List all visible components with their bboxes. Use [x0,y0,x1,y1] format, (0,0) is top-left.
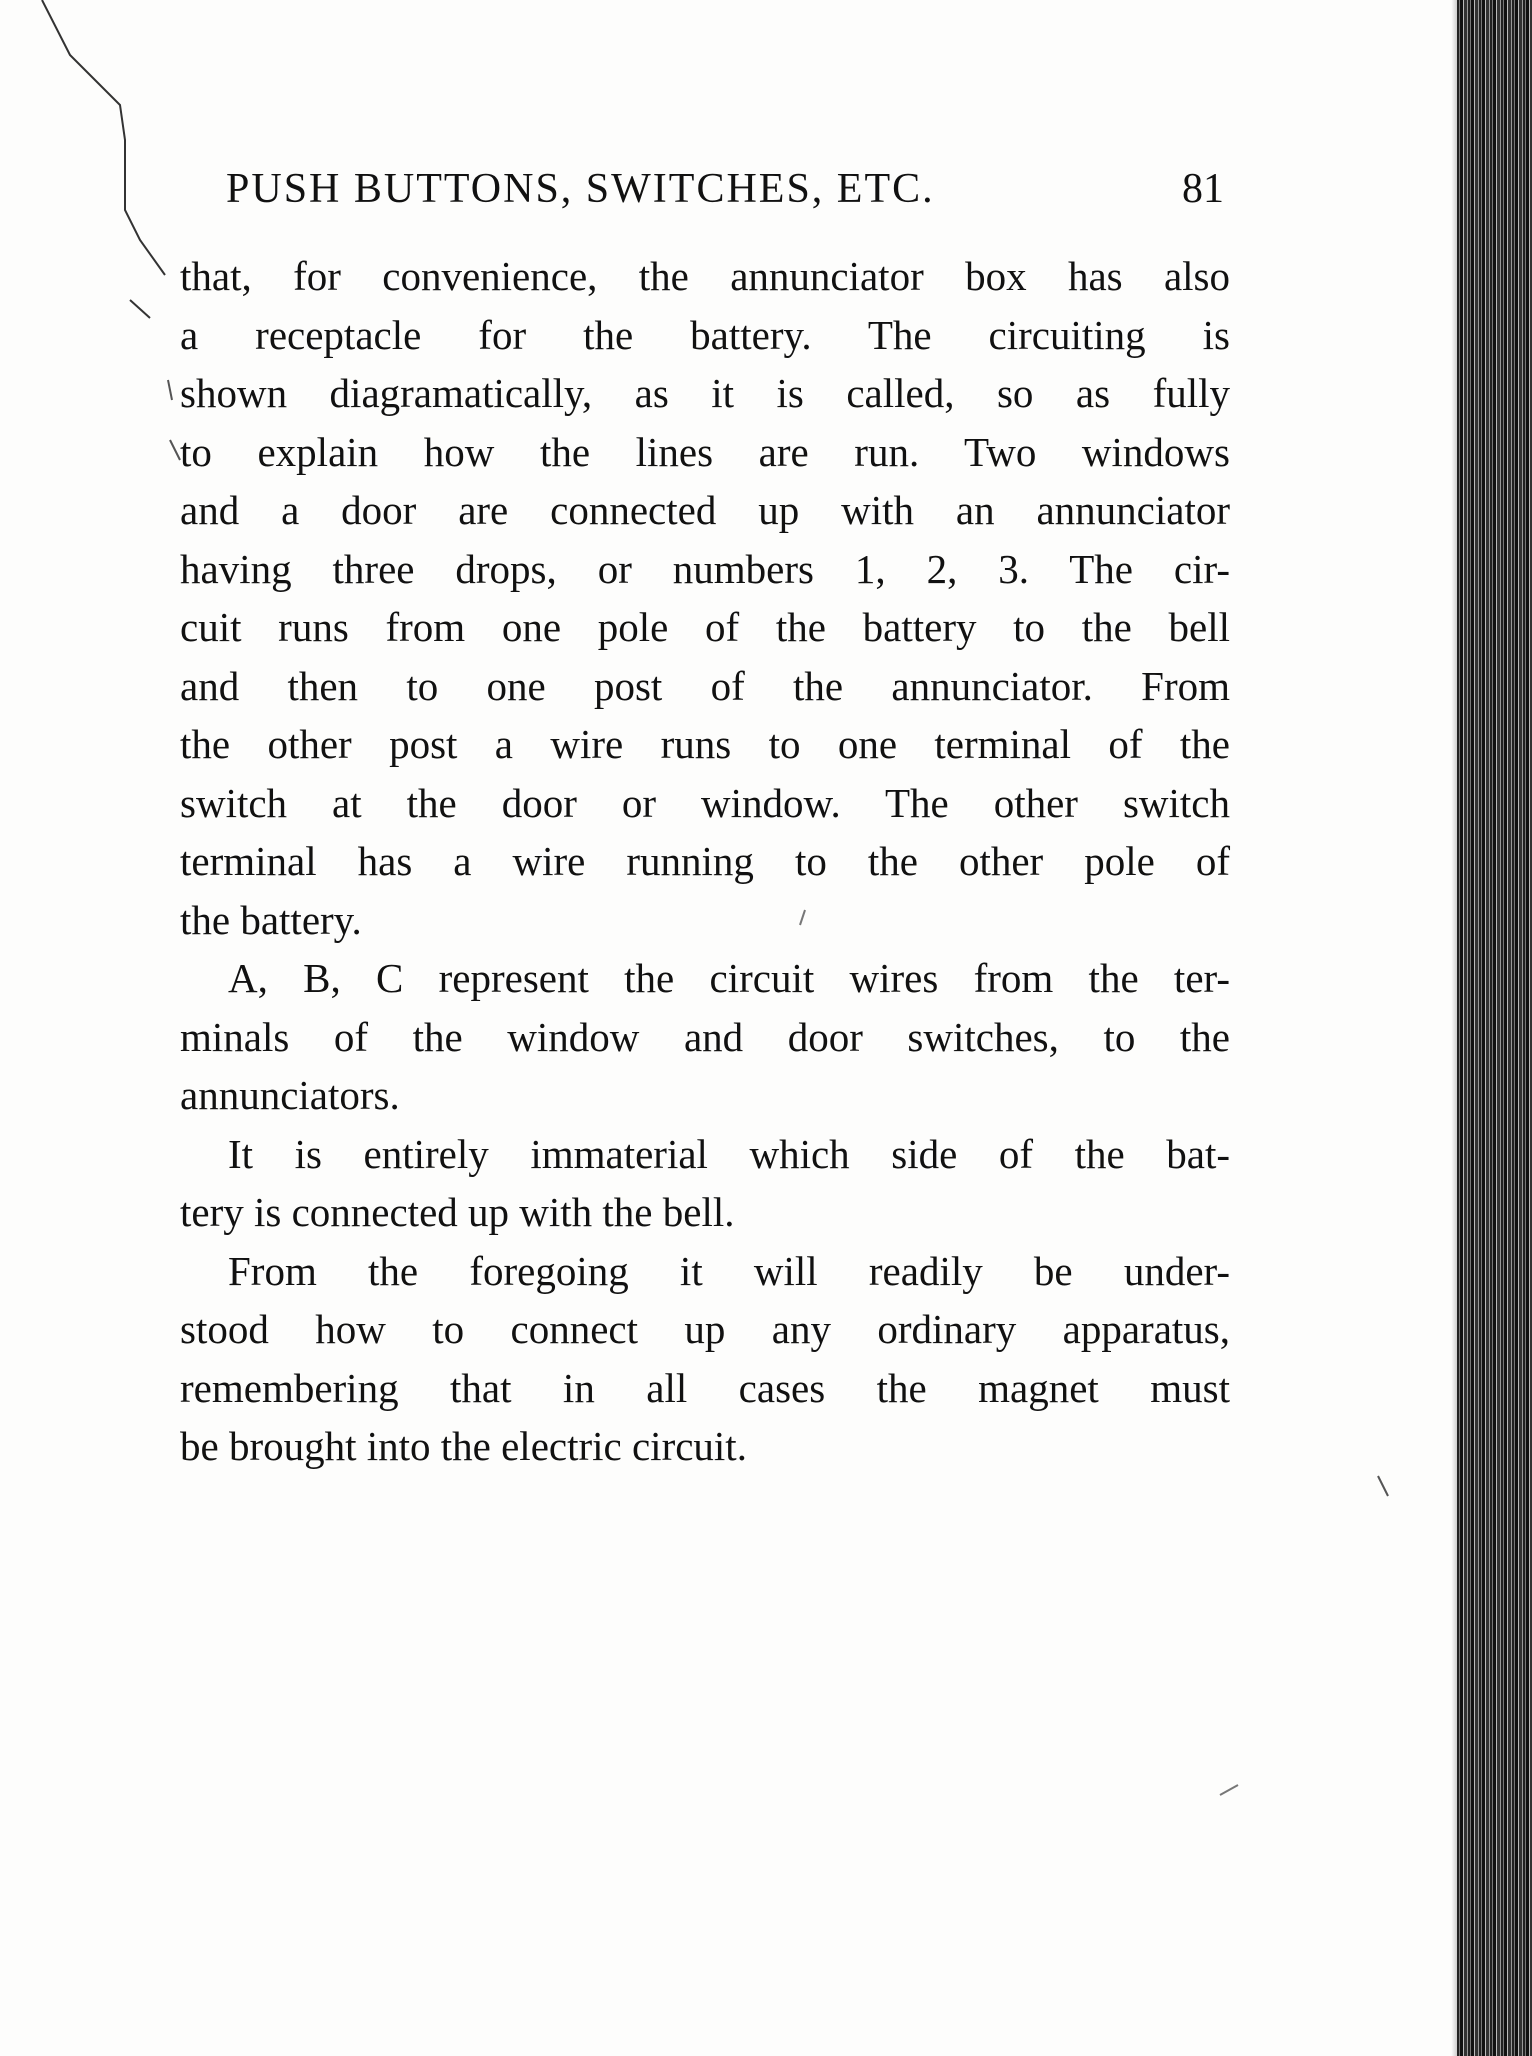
running-title: PUSH BUTTONS, SWITCHES, ETC. [226,166,935,212]
text-line: tery is connected up with the bell. [180,1189,735,1235]
body-text [180,247,1230,1476]
paragraph-1 [180,247,1230,949]
text-line: terminal has a wire running to the other pole of [180,838,1230,884]
text-line: From the foregoing it will readily be under- [228,1247,1230,1294]
book-spine-edge [1457,0,1532,2056]
page-number: 81 [1182,166,1224,212]
text-line: a receptacle for the battery. The circuiting is [180,311,1230,358]
text-line: minals of the window and door switches, to the [180,1013,1230,1060]
text-line: stood how to connect up any ordinary apparatus, [180,1306,1230,1352]
paragraph-2 [180,949,1230,1125]
text-line: be brought into the electric circuit. [180,1423,747,1469]
text-line: annunciators. [180,1072,400,1118]
text-line: and a door are connected up with an annunciator [180,487,1230,533]
text-line: the battery. [180,896,362,943]
text-line: having three drops, or numbers 1, 2, 3. The cir- [180,545,1230,592]
text-line: cuit runs from one pole of the battery to the bell [180,604,1230,650]
text-line: to explain how the lines are run. Two windows [180,428,1230,475]
text-line: It is entirely immaterial which side of the bat- [228,1130,1230,1177]
text-line: and then to one post of the annunciator. From [180,662,1230,709]
text-line: that, for convenience, the annunciator box has also [180,253,1230,299]
paragraph-4 [180,1242,1230,1476]
paragraph-3 [180,1125,1230,1242]
text-line: A, B, C represent the circuit wires from the ter- [228,955,1230,1001]
text-line: switch at the door or window. The other switch [180,779,1230,826]
text-line: the other post a wire runs to one terminal of the [180,721,1230,767]
text-line: shown diagramatically, as it is called, so as fully [180,370,1230,416]
text-line: remembering that in all cases the magnet must [180,1364,1230,1411]
